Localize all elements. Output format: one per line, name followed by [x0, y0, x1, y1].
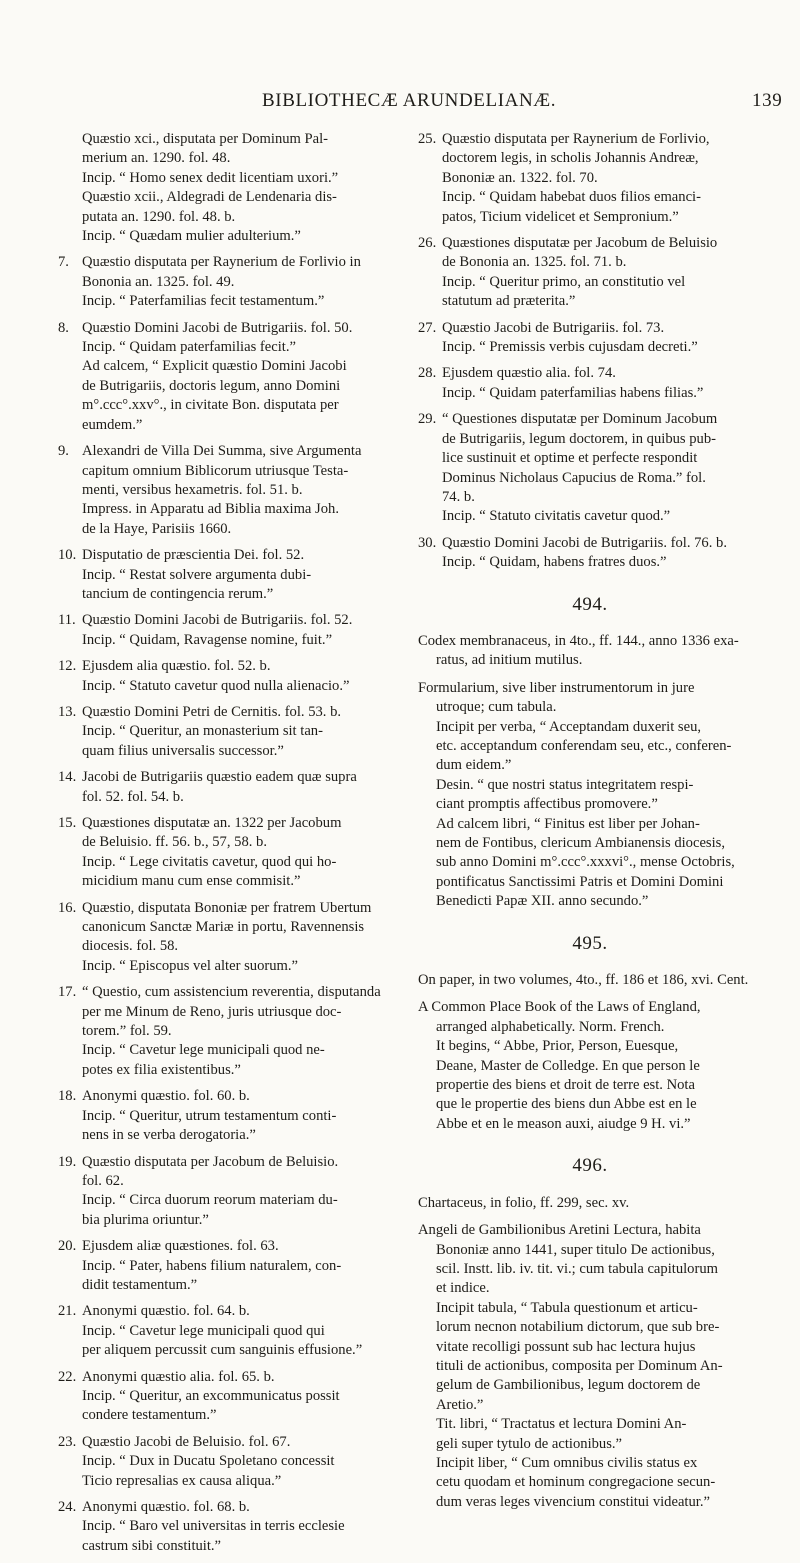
entry-line: fol. 52. fol. 54. b. — [82, 788, 184, 805]
paragraph-line: tituli de actionibus, composita per Dominum An- — [436, 1357, 723, 1374]
catalogue-entry — [418, 410, 762, 526]
codex-496 — [418, 1156, 762, 1512]
entry-number: 20. — [58, 1238, 77, 1255]
catalogue-entry — [58, 1237, 390, 1295]
entry-line: Jacobi de Butrigariis quæstio eadem quæ supra — [82, 769, 357, 786]
entry-line: Incip. “ Quidam paterfamilias habens filias.” — [442, 384, 704, 401]
entry-number: 12. — [58, 658, 77, 675]
entry-number: 15. — [58, 815, 77, 831]
catalogue-entry — [58, 814, 390, 892]
entry-line: bia plurima oriuntur.” — [82, 1211, 209, 1228]
entry-line: Incip. “ Queritur primo, an constitutio vel — [442, 273, 686, 290]
codex-heading: 494. — [572, 593, 608, 615]
paragraph-line: Incipit liber, “ Cum omnibus civilis status ex — [436, 1454, 698, 1471]
entry-line: Ticio represalias ex causa aliqua.” — [82, 1472, 282, 1489]
entry-line: de Beluisio. ff. 56. b., 57, 58. b. — [82, 834, 267, 851]
paragraph-line: cetu quodam et hominum congregacione secun- — [436, 1474, 716, 1491]
paragraph-line: et indice. — [436, 1280, 490, 1297]
codex-heading: 496. — [572, 1155, 608, 1177]
entry-line: Quæstiones disputatæ per Jacobum de Beluisio — [442, 235, 718, 252]
catalogue-entry — [58, 1302, 390, 1360]
catalogue-entry — [58, 546, 390, 604]
catalogue-entry — [58, 1153, 390, 1231]
paragraph-line: que le propertie des biens dun Abbe est en le — [436, 1096, 697, 1113]
entry-line: Ejusdem alia quæstio. fol. 52. b. — [82, 658, 271, 675]
entry-number: 28. — [418, 365, 437, 382]
entry-line: de Butrigariis, legum doctorem, in quibus pub- — [442, 430, 716, 447]
paragraph-line: scil. Instt. lib. iv. tit. vi.; cum tabula capitulorum — [436, 1260, 718, 1277]
codex-heading: 495. — [572, 932, 608, 954]
entry-line: per me Minum de Reno, juris utriusque doc- — [82, 1003, 342, 1020]
entry-number: 10. — [58, 547, 77, 564]
catalogue-entry — [418, 534, 762, 573]
running-title: BIBLIOTHECÆ ARUNDELIANÆ. — [262, 90, 557, 111]
entry-number: 23. — [58, 1433, 77, 1450]
entry-line: Quæstio Jacobi de Beluisio. fol. 67. — [82, 1433, 291, 1450]
paragraph-line: Ad calcem libri, “ Finitus est liber per Johan- — [436, 815, 700, 832]
paragraph-line: Incipit tabula, “ Tabula questionum et articu- — [436, 1299, 698, 1316]
entry-line: Bononiæ an. 1322. fol. 70. — [442, 169, 598, 186]
paragraph-line: On paper, in two volumes, 4to., ff. 186 et 186, xvi. Cent. — [418, 972, 749, 989]
entry-number: 9. — [58, 443, 69, 460]
entry-line: canonicum Sanctæ Mariæ in portu, Ravennensis — [82, 919, 365, 936]
right-entries — [418, 130, 762, 573]
entry-line: Anonymi quæstio. fol. 64. b. — [82, 1303, 250, 1320]
entry-number: 27. — [418, 319, 437, 336]
entry-line: Incip. “ Paterfamilias fecit testamentum.” — [82, 293, 325, 310]
entry-line: Anonymi quæstio alia. fol. 65. b. — [82, 1368, 275, 1385]
entry-number: 30. — [418, 534, 437, 551]
entry-line: Quæstio Domini Petri de Cernitis. fol. 53. b. — [82, 703, 342, 720]
catalogue-entry — [58, 611, 390, 650]
entry-line: quam filius universalis successor.” — [82, 742, 284, 759]
entry-number: 16. — [58, 899, 77, 916]
description-paragraph — [418, 632, 762, 671]
entry-line: Incip. “ Queritur, an excommunicatus possit — [82, 1387, 340, 1404]
catalogue-entry — [418, 130, 762, 227]
entry-line: Dominus Nicholaus Capucius de Roma.” fol. — [442, 469, 706, 486]
entry-line: Quæstio disputata per Raynerium de Forlivio, — [442, 131, 710, 147]
description-paragraph — [418, 971, 762, 990]
catalogue-entry — [58, 319, 390, 435]
paragraph-line: pontificatus Sanctissimi Patris et Domini Domini — [436, 873, 724, 890]
paragraph-line: geli super tytulo de actionibus.” — [436, 1435, 623, 1452]
paragraph-line: Incipit per verba, “ Acceptandam duxerit seu, — [436, 718, 702, 735]
entry-number: 26. — [418, 235, 437, 252]
entry-line: potes ex filia existentibus.” — [82, 1061, 241, 1078]
entry-line: patos, Ticium videlicet et Sempronium.” — [442, 208, 679, 225]
entry-line: Incip. “ Cavetur lege municipali quod ne- — [82, 1042, 325, 1059]
paragraph-line: gelum de Gambilionibus, legum doctorem de — [436, 1377, 701, 1394]
catalogue-entry — [58, 768, 390, 807]
entry-line: Incip. “ Statuto civitatis cavetur quod.” — [442, 508, 671, 525]
page-header — [0, 90, 800, 120]
entry-line: Incip. “ Cavetur lege municipali quod qui — [82, 1322, 325, 1339]
entry-line: Incip. “ Homo senex dedit licentiam uxori.” — [82, 169, 339, 186]
entry-line: Incip. “ Quædam mulier adulterium.” — [82, 228, 301, 245]
catalogue-entry — [58, 1433, 390, 1491]
paragraph-line: lorum necnon notabilium dictorum, que sub bre- — [436, 1319, 720, 1336]
entry-line: Incip. “ Quidam, habens fratres duos.” — [442, 554, 667, 571]
catalogue-entry — [58, 703, 390, 761]
entry-line: Incip. “ Restat solvere argumenta dubi- — [82, 566, 312, 583]
entry-line: merium an. 1290. fol. 48. — [82, 150, 231, 167]
entry-line: Incip. “ Queritur, utrum testamentum conti- — [82, 1107, 337, 1124]
catalogue-entry — [58, 1498, 390, 1556]
entry-line: putata an. 1290. fol. 48. b. — [82, 208, 236, 225]
catalogue-entry — [418, 364, 762, 403]
catalogue-entry — [58, 1368, 390, 1426]
codex-495-body — [418, 971, 762, 1134]
entry-line: de Butrigariis, doctoris legum, anno Domini — [82, 377, 341, 394]
entry-line: “ Questiones disputatæ per Dominum Jacobum — [442, 411, 718, 428]
paragraph-line: Tit. libri, “ Tractatus et lectura Domini An- — [436, 1416, 687, 1433]
entry-line: Bononia an. 1325. fol. 49. — [82, 273, 235, 290]
entry-line: Incip. “ Premissis verbis cujusdam decreti.” — [442, 339, 698, 356]
entry-line: diocesis. fol. 58. — [82, 938, 179, 955]
entry-line: Quæstio Jacobi de Butrigariis. fol. 73. — [442, 319, 665, 336]
paragraph-line: ciant promptis affectibus promovere.” — [436, 796, 658, 813]
entry-line: eumdem.” — [82, 416, 143, 433]
entry-number: 29. — [418, 411, 437, 428]
entry-line: Incip. “ Quidam, Ravagense nomine, fuit.” — [82, 631, 333, 648]
entry-line: Impress. in Apparatu ad Biblia maxima Joh. — [82, 501, 339, 518]
paragraph-line: propertie des biens et droit de terre est. Nota — [436, 1077, 695, 1094]
description-paragraph — [418, 679, 762, 912]
entry-number: 11. — [58, 612, 76, 629]
paragraph-line: Formularium, sive liber instrumentorum in jure — [418, 679, 695, 696]
entry-line: Quæstio Domini Jacobi de Butrigariis. fol. 50. — [82, 319, 353, 336]
paragraph-line: Bononiæ anno 1441, super titulo De actionibus, — [436, 1241, 715, 1258]
entry-number: 7. — [58, 254, 69, 271]
entry-line: Quæstio, disputata Bononiæ per fratrem Ubertum — [82, 899, 372, 916]
paragraph-line: utroque; cum tabula. — [436, 699, 557, 716]
entry-line: Incip. “ Pater, habens filium naturalem, con- — [82, 1257, 342, 1274]
description-paragraph — [418, 998, 762, 1134]
description-paragraph — [418, 1221, 762, 1512]
entry-line: Disputatio de præscientia Dei. fol. 52. — [82, 547, 305, 564]
entry-line: Incip. “ Circa duorum reorum materiam du- — [82, 1192, 338, 1209]
entry-line: Incip. “ Baro vel universitas in terris ecclesie — [82, 1518, 345, 1535]
catalogue-entry — [58, 442, 390, 539]
entry-line: Anonymi quæstio. fol. 60. b. — [82, 1088, 250, 1105]
catalogue-entry — [58, 130, 390, 246]
entry-line: de Bononia an. 1325. fol. 71. b. — [442, 254, 627, 271]
entry-line: torem.” fol. 59. — [82, 1023, 172, 1040]
paragraph-line: Angeli de Gambilionibus Aretini Lectura, habita — [418, 1222, 701, 1239]
entry-line: micidium manu cum ense commisit.” — [82, 873, 301, 890]
entry-number: 25. — [418, 131, 437, 147]
entry-number: 19. — [58, 1153, 77, 1170]
entry-line: Quæstio Domini Jacobi de Butrigariis. fol. 76. b. — [442, 534, 727, 551]
entry-line: per aliquem percussit cum sanguinis effusione.” — [82, 1342, 363, 1359]
entry-line: Ejusdem aliæ quæstiones. fol. 63. — [82, 1238, 279, 1255]
entry-number: 21. — [58, 1303, 77, 1320]
paragraph-line: dum eidem.” — [436, 757, 512, 774]
paragraph-line: nem de Fontibus, clericum Ambianensis diocesis, — [436, 835, 725, 851]
entry-number: 13. — [58, 703, 77, 720]
entry-line: Quæstio xcii., Aldegradi de Lendenaria dis- — [82, 189, 337, 206]
entry-line: “ Questio, cum assistencium reverentia, disputanda — [82, 984, 381, 1001]
entry-line: 74. b. — [442, 488, 475, 505]
paragraph-line: Benedicti Papæ XII. anno secundo.” — [436, 893, 649, 910]
entry-line: Ejusdem quæstio alia. fol. 74. — [442, 365, 616, 382]
entry-line: Quæstio disputata per Jacobum de Beluisio. — [82, 1153, 339, 1170]
paragraph-line: Codex membranaceus, in 4to., ff. 144., anno 1336 exa- — [418, 632, 739, 649]
paragraph-line: arranged alphabetically. Norm. French. — [436, 1018, 665, 1035]
entry-line: didit testamentum.” — [82, 1276, 198, 1293]
catalogue-entry — [58, 1087, 390, 1145]
entry-line: de la Haye, Parisiis 1660. — [82, 520, 232, 537]
entry-line: statutum ad præterita.” — [442, 293, 576, 310]
paragraph-line: Abbe et en le meason auxi, aiudge 9 H. vi.” — [436, 1115, 691, 1132]
entry-line: Quæstio Domini Jacobi de Butrigariis. fol. 52. — [82, 612, 353, 629]
entry-line: castrum sibi constituit.” — [82, 1537, 222, 1554]
entry-line: Incip. “ Lege civitatis cavetur, quod qui ho- — [82, 853, 337, 870]
entry-number: 14. — [58, 769, 77, 786]
catalogue-entry — [418, 234, 762, 312]
paragraph-line: Chartaceus, in folio, ff. 299, sec. xv. — [418, 1194, 630, 1211]
paragraph-line: etc. acceptandum conferendam seu, etc., conferen- — [436, 737, 732, 754]
entry-line: Incip. “ Dux in Ducatu Spoletano concessit — [82, 1453, 335, 1470]
entry-line: Incip. “ Quidam paterfamilias fecit.” — [82, 339, 296, 356]
description-paragraph — [418, 1194, 762, 1213]
entry-number: 8. — [58, 319, 69, 336]
left-column — [58, 130, 390, 1563]
paragraph-line: vitate recolligi possunt sub hac lectura hujus — [436, 1338, 696, 1355]
paragraph-line: ratus, ad initium mutilus. — [436, 652, 583, 669]
entry-line: Incip. “ Episcopus vel alter suorum.” — [82, 957, 299, 974]
catalogue-entry — [418, 319, 762, 358]
entry-line: menti, versibus hexametris. fol. 51. b. — [82, 481, 303, 498]
catalogue-entry — [58, 899, 390, 977]
paragraph-line: Deane, Master de Colledge. En que person le — [436, 1057, 700, 1074]
entry-line: Anonymi quæstio. fol. 68. b. — [82, 1499, 250, 1515]
page-number: 139 — [752, 90, 783, 111]
entry-line: Incip. “ Queritur, an monasterium sit tan- — [82, 723, 323, 740]
paragraph-line: Aretio.” — [436, 1396, 484, 1413]
paragraph-line: sub anno Domini m°.ccc°.xxxvi°., mense Octobris, — [436, 854, 735, 871]
codex-496-body — [418, 1194, 762, 1513]
catalogue-entry — [58, 983, 390, 1080]
paragraph-line: dum veras leges vivencium constitui videatur.” — [436, 1493, 710, 1510]
entry-line: Quæstio disputata per Raynerium de Forlivio in — [82, 254, 361, 271]
paragraph-line: Desin. “ que nostri status integritatem respi- — [436, 776, 694, 793]
entry-line: condere testamentum.” — [82, 1407, 217, 1424]
entry-number: 18. — [58, 1088, 77, 1105]
entry-line: tancium de contingencia rerum.” — [82, 585, 274, 602]
entry-line: lice sustinuit et optime et perfecte respondit — [442, 450, 698, 467]
catalogue-entry — [58, 253, 390, 311]
entry-number: 22. — [58, 1368, 77, 1385]
codex-494 — [418, 595, 762, 912]
entry-line: doctorem legis, in scholis Johannis Andreæ, — [442, 150, 699, 167]
entry-line: Quæstio xci., disputata per Dominum Pal- — [82, 131, 329, 147]
right-column — [418, 130, 762, 1520]
codex-495 — [418, 934, 762, 1135]
entry-line: nens in se verba derogatoria.” — [82, 1127, 256, 1144]
paragraph-line: A Common Place Book of the Laws of England, — [418, 999, 701, 1016]
entry-line: Alexandri de Villa Dei Summa, sive Argumenta — [82, 443, 362, 460]
entry-line: m°.ccc°.xxv°., in civitate Bon. disputata per — [82, 397, 339, 414]
entry-line: capitum omnium Biblicorum utriusque Testa- — [82, 462, 349, 479]
entry-line: Ad calcem, “ Explicit quæstio Domini Jacobi — [82, 358, 347, 375]
entry-line: Incip. “ Quidam habebat duos filios emanci- — [442, 189, 701, 206]
entry-line: Incip. “ Statuto cavetur quod nulla alienacio.” — [82, 677, 350, 694]
entry-line: Quæstiones disputatæ an. 1322 per Jacobum — [82, 815, 342, 831]
codex-494-body — [418, 632, 762, 912]
catalogue-entry — [58, 657, 390, 696]
entry-number: 17. — [58, 984, 77, 1001]
entry-line: fol. 62. — [82, 1172, 124, 1189]
entry-number: 24. — [58, 1499, 77, 1515]
paragraph-line: It begins, “ Abbe, Prior, Person, Euesque, — [436, 1038, 679, 1055]
